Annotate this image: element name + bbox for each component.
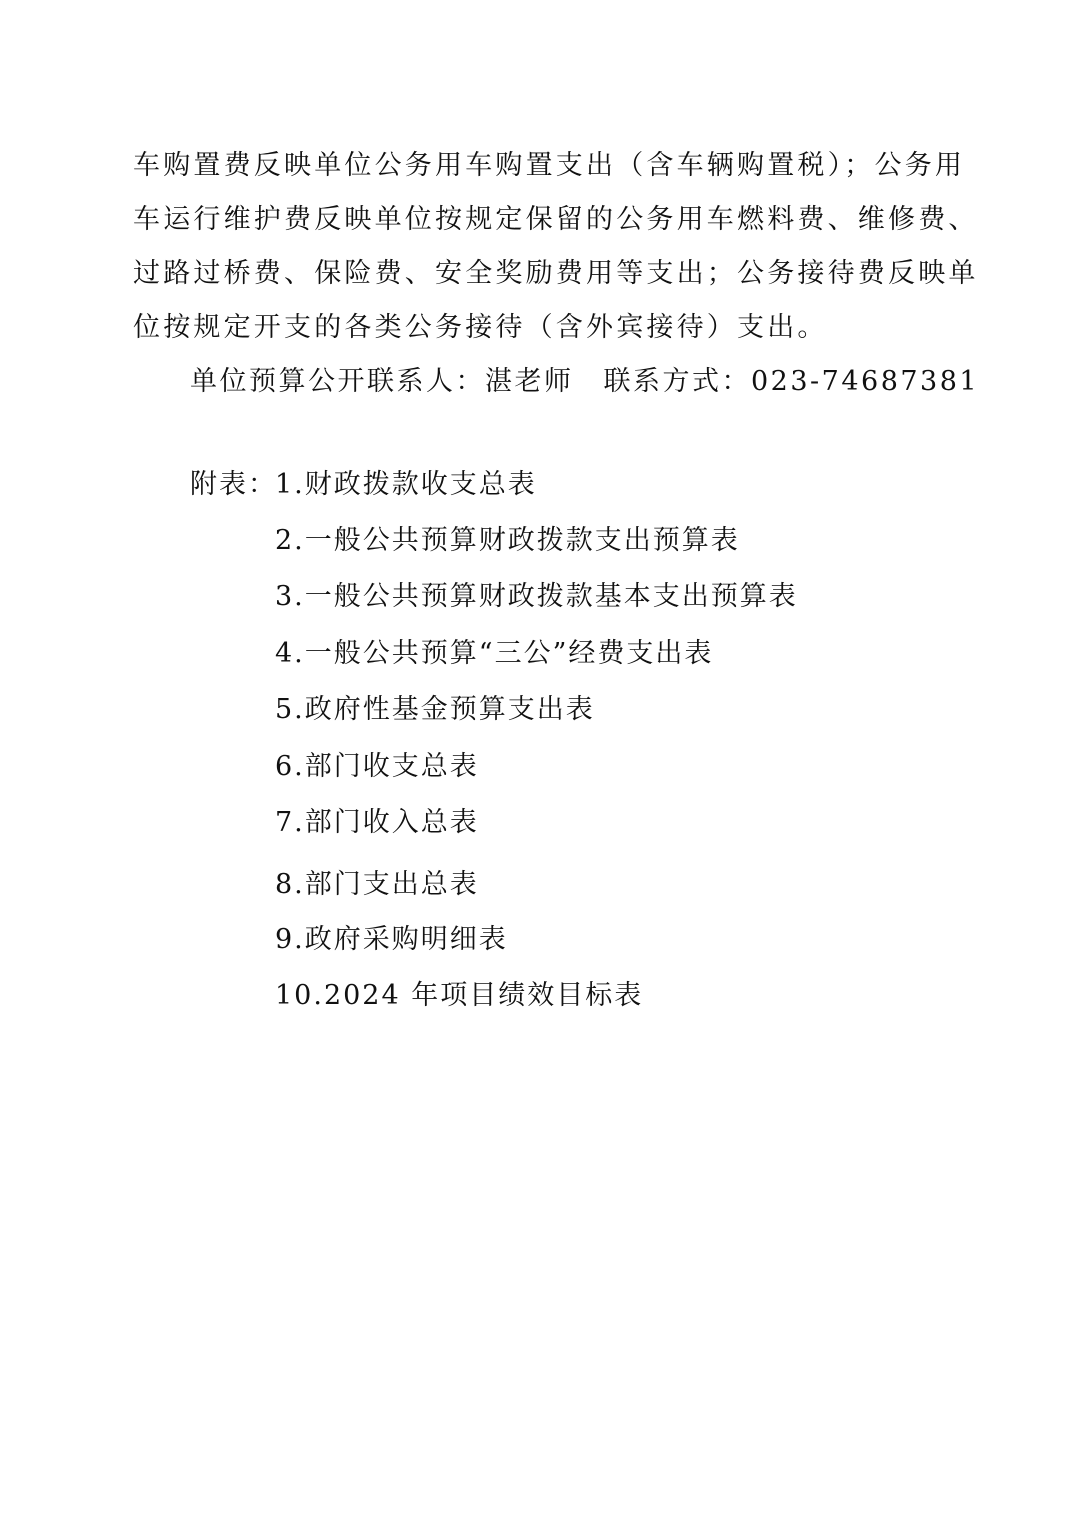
contact-person: 单位预算公开联系人：湛老师 [190, 366, 574, 397]
attachment-item: 9.政府采购明细表 [275, 924, 508, 955]
paragraph-line: 车运行维护费反映单位按规定保留的公务用车燃料费、维修费、 [133, 204, 979, 235]
attachment-item: 6.部门收支总表 [275, 751, 479, 782]
attachment-item: 7.部门收入总表 [275, 807, 479, 838]
attachment-item: 4.一般公共预算“三公”经费支出表 [275, 638, 714, 669]
contact-line [190, 362, 979, 402]
attachment-item: 8.部门支出总表 [275, 869, 479, 900]
paragraph-line: 位按规定开支的各类公务接待（含外宾接待）支出。 [133, 312, 828, 343]
attachment-item: 1.财政拨款收支总表 [275, 469, 537, 500]
attachment-label: 附表： [190, 469, 277, 500]
contact-phone: 联系方式：023-74687381 [603, 366, 980, 397]
paragraph-line: 过路过桥费、保险费、安全奖励费用等支出；公务接待费反映单 [133, 258, 979, 289]
attachment-item: 10.2024 年项目绩效目标表 [275, 980, 644, 1011]
attachment-item: 2.一般公共预算财政拨款支出预算表 [275, 525, 740, 556]
attachment-item: 3.一般公共预算财政拨款基本支出预算表 [275, 581, 798, 612]
paragraph-line: 车购置费反映单位公务用车购置支出（含车辆购置税）；公务用 [133, 150, 966, 181]
attachment-item: 5.政府性基金预算支出表 [275, 694, 595, 725]
